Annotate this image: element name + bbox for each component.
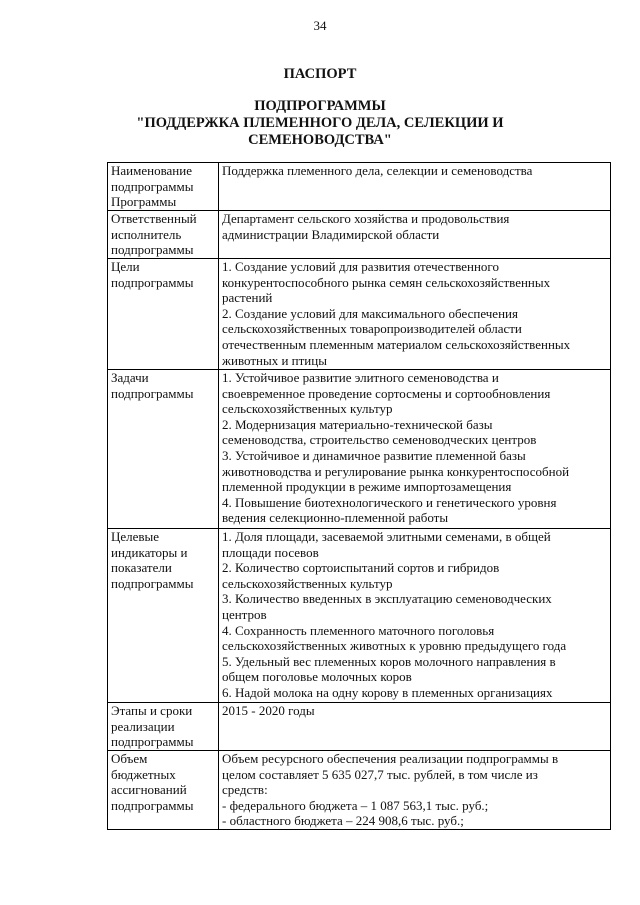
document-title: ПАСПОРТ (283, 66, 357, 82)
row-value: Департамент сельского хозяйства и продовольствия администрации Владимирской области (219, 211, 611, 259)
row-label: Целевые индикаторы и показатели подпрограммы (108, 529, 219, 703)
row-value: 2015 - 2020 годы (219, 703, 611, 751)
document-subtitle (0, 98, 640, 149)
table-row-responsible (108, 211, 611, 259)
table-row-goals (108, 259, 611, 370)
passport-table (107, 162, 611, 830)
row-label: Этапы и сроки реализации подпрограммы (108, 703, 219, 751)
row-label: Объем бюджетных ассигнований подпрограммы (108, 751, 219, 830)
page-number: 34 (313, 18, 327, 33)
row-label: Наименование подпрограммы Программы (108, 163, 219, 211)
subtitle-line: ПОДПРОГРАММЫ (254, 98, 386, 114)
row-label: Ответственный исполнитель подпрограммы (108, 211, 219, 259)
row-label: Цели подпрограммы (108, 259, 219, 370)
table-row-name (108, 163, 611, 211)
row-value: 1. Создание условий для развития отечественного конкурентоспособного рынка семян сельскохозяйственных растений 2. Создание условий для максимального обеспечения сельскохозяйственных товаропроизводителей области отечественным племенным материалом сельскохозяйственных животных и птицы (219, 259, 611, 370)
row-value: Поддержка племенного дела, селекции и семеноводства (219, 163, 611, 211)
row-value: Объем ресурсного обеспечения реализации подпрограммы в целом составляет 5 635 027,7 тыс. рублей, в том числе из средств: - федерального бюджета – 1 087 563,1 тыс. руб.; - областного бюджета – 224 908,6 тыс. руб.; (219, 751, 611, 830)
row-value: 1. Доля площади, засеваемой элитными семенами, в общей площади посевов 2. Количество сортоиспытаний сортов и гибридов сельскохозяйственных культур 3. Количество введенных в эксплуатацию семеноводческих центров 4. Сохранность племенного маточного поголовья сельскохозяйственных животных к уровню предыдущего года 5. Удельный вес племенных коров молочного направления в общем поголовье молочных коров 6. Надой молока на одну корову в племенных организациях (219, 529, 611, 703)
table-row-indicators (108, 529, 611, 703)
table-row-tasks (108, 370, 611, 529)
table-row-budget (108, 751, 611, 830)
subtitle-line: СЕМЕНОВОДСТВА" (248, 132, 392, 148)
subtitle-line: "ПОДДЕРЖКА ПЛЕМЕННОГО ДЕЛА, СЕЛЕКЦИИ И (136, 115, 504, 131)
row-value: 1. Устойчивое развитие элитного семеноводства и своевременное проведение сортосмены и сортообновления сельскохозяйственных культур 2. Модернизация материально-технической базы семеноводства, строительство семеноводческих центров 3. Устойчивое и динамичное развитие племенной базы животноводства и регулирование рынка конкурентоспособной племенной продукции в режиме импортозамещения 4. Повышение биотехнологического и генетического уровня ведения селекционно-племенной работы (219, 370, 611, 529)
row-label: Задачи подпрограммы (108, 370, 219, 529)
table-row-stages (108, 703, 611, 751)
